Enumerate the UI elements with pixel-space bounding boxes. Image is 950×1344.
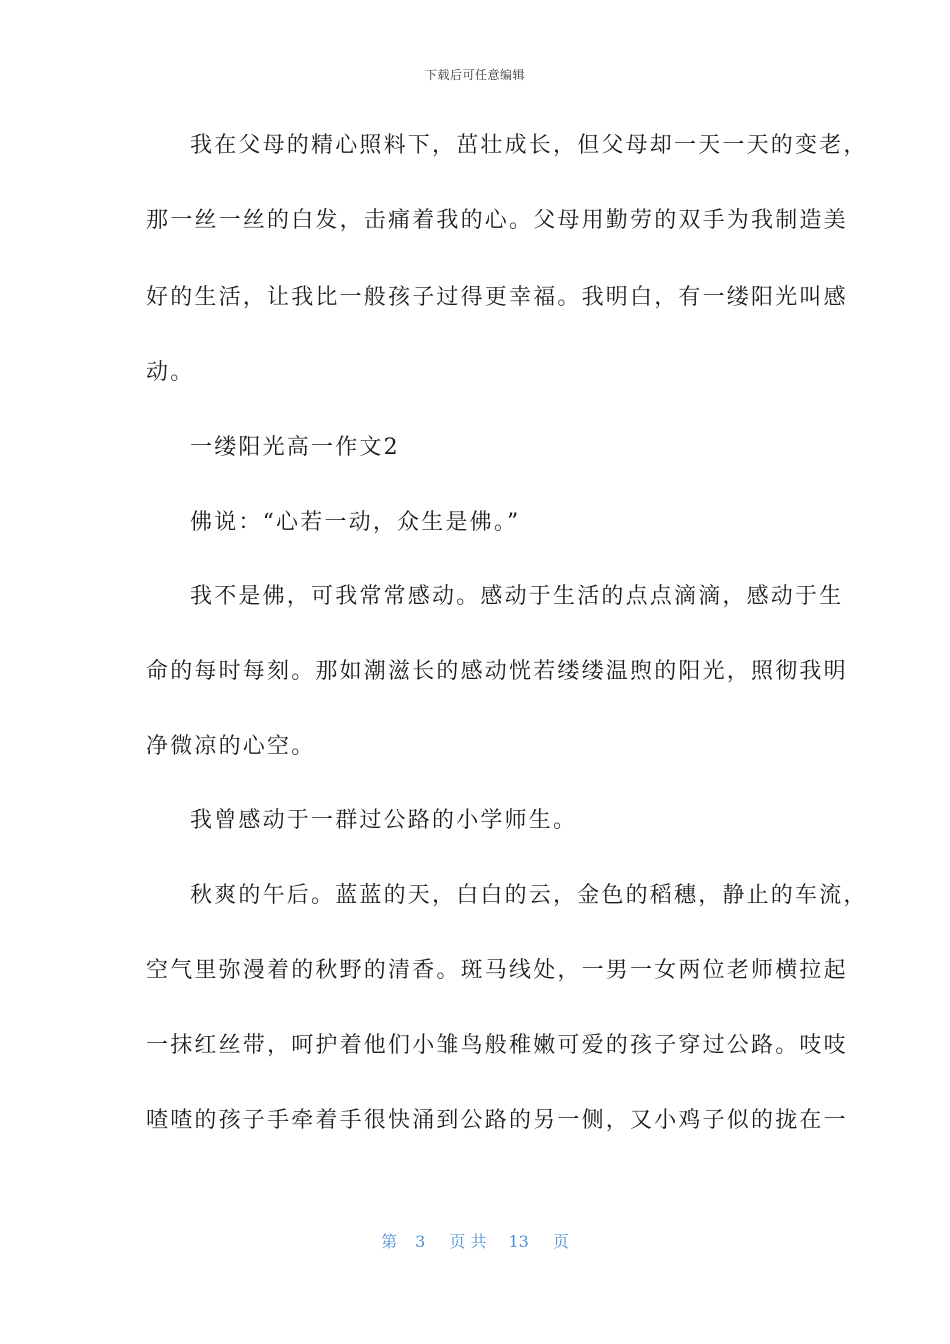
- paragraph-line: 命的每时每刻。那如潮滋长的感动恍若缕缕温煦的阳光，照彻我明: [146, 659, 848, 684]
- paragraph-line: 佛说：“心若一动，众生是佛。”: [190, 510, 521, 535]
- total-pages-number: 13: [508, 1232, 529, 1251]
- footer-prefix: 第: [381, 1232, 398, 1251]
- footer-suffix: 页: [552, 1232, 569, 1251]
- paragraph-line: 那一丝一丝的白发，击痛着我的心。父母用勤劳的双手为我制造美: [146, 208, 848, 233]
- paragraph-line: 我不是佛，可我常常感动。感动于生活的点点滴滴，感动于生: [190, 584, 844, 609]
- footer-middle: 页 共: [449, 1232, 487, 1251]
- paragraph-line: 喳喳的孩子手牵着手很快涌到公路的另一侧，又小鸡子似的拢在一: [146, 1108, 848, 1133]
- paragraph-line: 我曾感动于一群过公路的小学师生。: [190, 808, 578, 833]
- page-footer: [0, 1229, 950, 1252]
- paragraph-line: 好的生活，让我比一般孩子过得更幸福。我明白，有一缕阳光叫感: [146, 285, 848, 310]
- section-title: 一缕阳光高一作文2: [190, 435, 400, 460]
- current-page-number: 3: [415, 1232, 426, 1251]
- page-header: 下载后可任意编辑: [424, 68, 525, 82]
- paragraph-line: 动。: [146, 360, 195, 385]
- paragraph-line: 我在父母的精心照料下，茁壮成长，但父母却一天一天的变老，: [190, 133, 868, 158]
- paragraph-line: 空气里弥漫着的秋野的清香。斑马线处，一男一女两位老师横拉起: [146, 958, 848, 983]
- paragraph-line: 净微凉的心空。: [146, 734, 316, 759]
- paragraph-line: 秋爽的午后。蓝蓝的天，白白的云，金色的稻穗，静止的车流，: [190, 883, 868, 908]
- paragraph-line: 一抹红丝带，呵护着他们小雏鸟般稚嫩可爱的孩子穿过公路。吱吱: [146, 1033, 848, 1058]
